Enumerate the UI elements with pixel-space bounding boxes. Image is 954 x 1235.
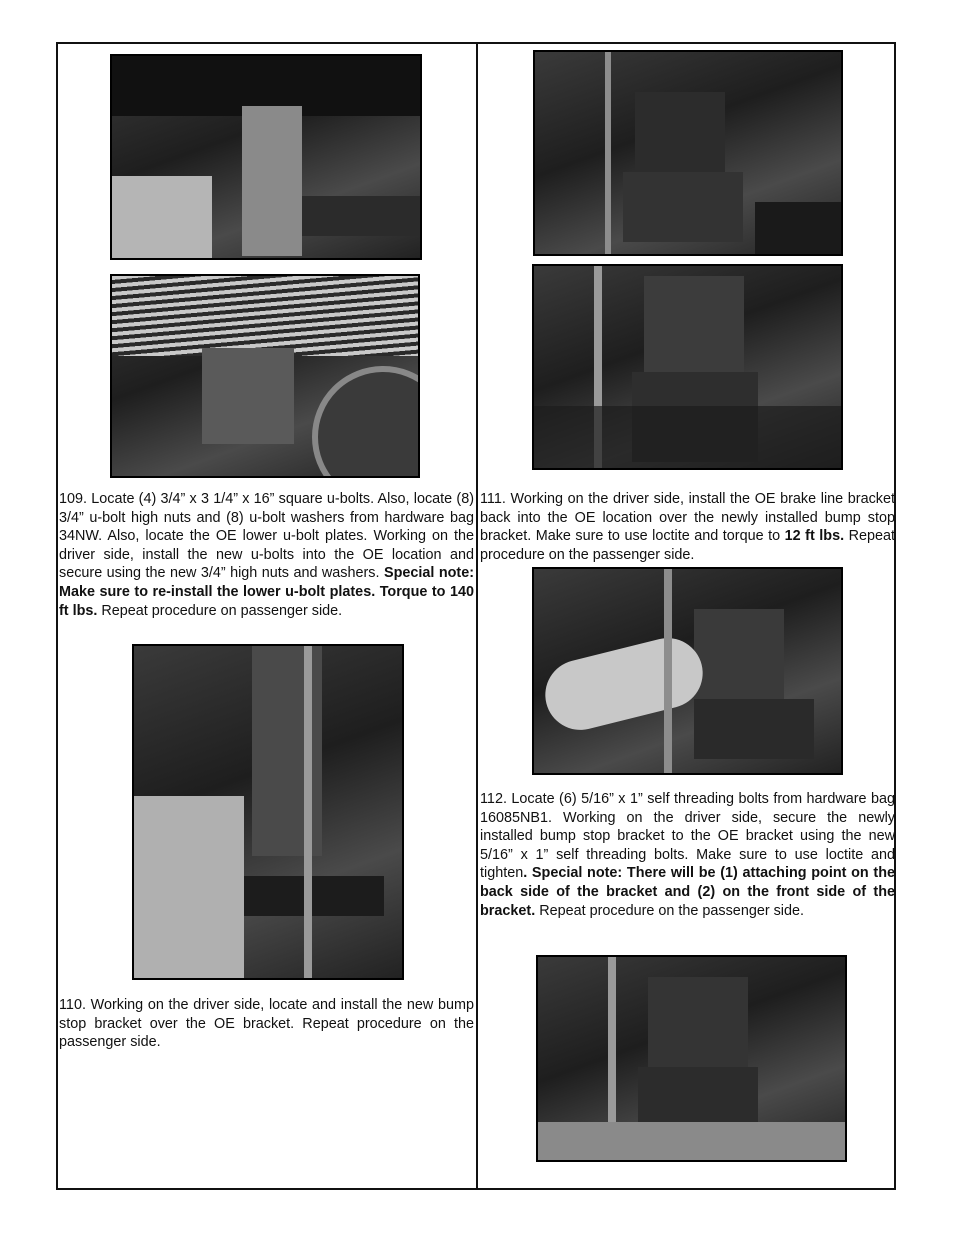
photo-step-110-right-upper <box>533 50 843 256</box>
step-109-text <box>59 490 474 620</box>
photo-step-109-lower <box>110 274 420 478</box>
photo-step-110-right-lower <box>532 264 843 470</box>
step-110-text <box>59 996 474 1052</box>
step-111-torque: 12 ft lbs. <box>784 528 845 545</box>
photo-step-112 <box>536 955 847 1162</box>
photo-step-109-upper <box>110 54 422 260</box>
step-112-note: . Special note: There will be (1) attaching point on the back side of the bracket and (2) on the front side of the bracket. <box>480 865 895 919</box>
step-109-intro: 109. Locate (4) 3/4” x 3 1/4” x 16” square u-bolts. Also, locate (8) 3/4” u-bolt high nuts and (8) u-bolt washers from hardware bag 34NW. Also, locate the OE lower u-bolt plates. Working on the driver side, install the new u-bolts into the OE location and secure using the new 3/4” high nuts and washers. <box>59 491 474 582</box>
photo-step-110 <box>132 644 404 980</box>
step-110-body: 110. Working on the driver side, locate and install the new bump stop bracket over the OE bracket. Repeat procedure on the passenger side. <box>59 997 474 1051</box>
column-divider <box>476 42 478 1190</box>
step-109-outro: Repeat procedure on passenger side. <box>101 602 343 619</box>
step-111-outro: Repeat procedure on the passenger side. <box>480 528 896 563</box>
step-109-note: Special note: Make sure to re-install the lower u-bolt plates. Torque to 140 ft lbs. <box>59 565 474 619</box>
step-111-intro: 111. Working on the driver side, install the OE brake line bracket back into the OE location over the newly installed bump stop bracket. Make sure to use loctite and torque to <box>480 491 895 545</box>
step-111-text <box>480 490 895 564</box>
step-112-intro: 112. Locate (6) 5/16” x 1” self threading bolts from hardware bag 16085NB1. Working on the driver side, secure the newly installed bump stop bracket to the OE bracket using the new 5/16” x 1” self threading bolts. Make sure to use loctite and tighten <box>480 791 895 882</box>
step-112-text <box>480 790 895 920</box>
photo-step-111 <box>532 567 843 775</box>
step-112-outro: Repeat procedure on the passenger side. <box>539 902 805 919</box>
